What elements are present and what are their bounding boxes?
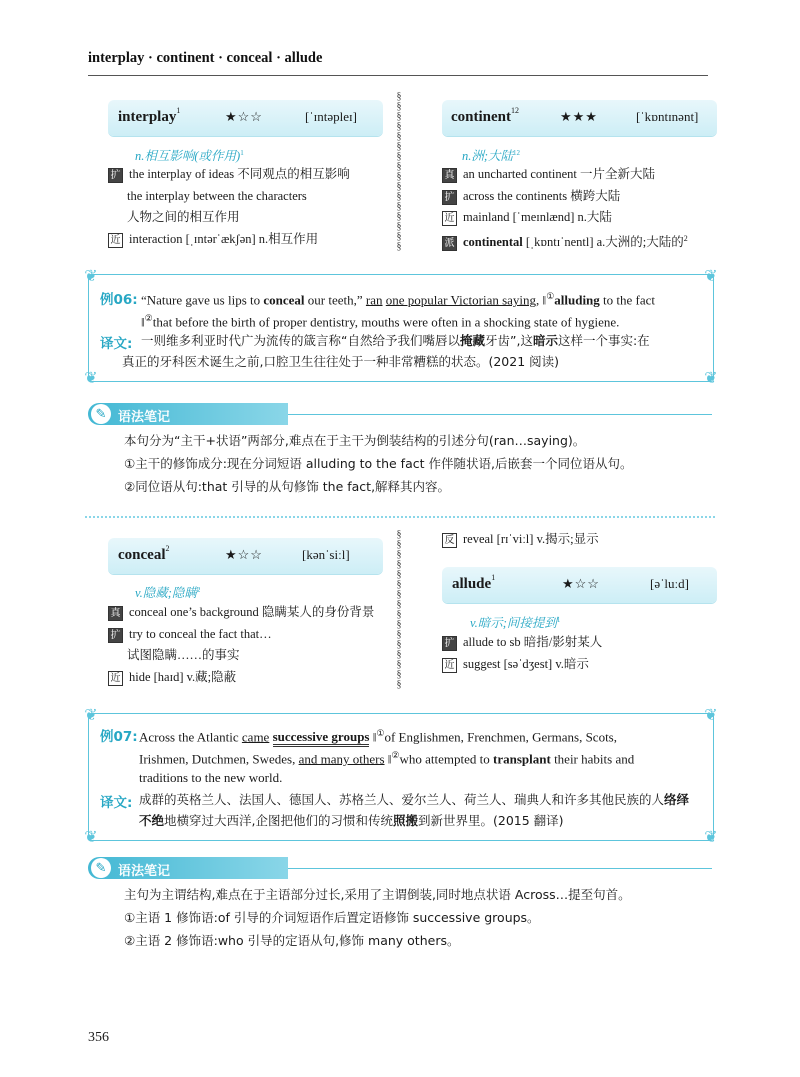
conceal-row-4: 近 hide [haɪd] v.藏;隐蔽 <box>108 669 236 686</box>
tag-icon: 近 <box>442 658 457 673</box>
grammar-note-07-line-2: ①主语 1 修饰语:of 引导的介词短语作后置定语修饰 successive groups。 <box>124 910 540 925</box>
example-06-label: 例06: <box>100 292 138 308</box>
example-06-en-line-1: “Nature gave us lips to conceal our teeth,” ran one popular Victorian saying, ‖①alluding to the fact <box>141 291 656 308</box>
tag-icon: 派 <box>442 236 457 251</box>
grammar-note-06-rule <box>288 414 712 415</box>
corner-ornament-icon: ❦ <box>84 370 98 387</box>
interplay-row-2: the interplay between the characters <box>127 189 307 203</box>
interplay-pos: n.相互影响(或作用)$^1$ <box>135 148 244 163</box>
interplay-row-1: 扩 the interplay of ideas 不同观点的相互影响 <box>108 166 350 183</box>
tag-icon: 真 <box>108 606 123 621</box>
interplay-headword: interplay$^1$ <box>118 106 181 125</box>
grammar-note-07-line-1: 主句为主谓结构,难点在于主语部分过长,采用了主谓倒装,同时地点状语 Across…提至句首。 <box>124 887 631 902</box>
continent-phonetic: [ˈkɒntɪnənt] <box>636 109 699 124</box>
tag-icon: 近 <box>108 233 123 248</box>
vertical-divider: § § § § § § § § § § § § § § § § <box>396 529 402 690</box>
example-07-translation-label: 译文: <box>100 795 133 811</box>
grammar-note-07-title: 语法笔记 <box>118 864 171 879</box>
corner-ornament-icon: ❦ <box>704 268 718 285</box>
conceal-row-1: 真 conceal one’s background 隐瞒某人的身份背景 <box>108 604 374 621</box>
example-07-zh-line-1: 成群的英格兰人、法国人、德国人、苏格兰人、爱尔兰人、荷兰人、瑞典人和许多其他民族的人络绎 <box>139 792 690 807</box>
allude-pos: v.暗示;间接提到$^1$ <box>470 615 561 630</box>
allude-phonetic: [əˈluːd] <box>650 576 689 591</box>
conceal-row-2: 扩 try to conceal the fact that… <box>108 626 272 643</box>
corner-ornament-icon: ❦ <box>84 707 98 724</box>
header-rule <box>88 75 708 76</box>
interplay-row-3: 人物之间的相互作用 <box>127 210 240 224</box>
example-06-translation-label: 译文: <box>100 336 133 352</box>
tag-icon: 扩 <box>108 168 123 183</box>
grammar-note-06-line-2: ①主干的修饰成分:现在分词短语 alluding to the fact 作伴随状语,后嵌套一个同位语从句。 <box>124 456 633 471</box>
continent-row-4: 派 continental [ˌkɒntɪˈnentl] a.大洲的;大陆的$^2$ <box>442 231 688 251</box>
conceal-antonym-row: 反 reveal [rɪˈviːl] v.揭示;显示 <box>442 531 599 548</box>
continent-pos: n.洲;大陆$^{12}$ <box>462 148 521 163</box>
continent-row-2: 扩 across the continents 横跨大陆 <box>442 188 620 205</box>
continent-headword: continent$^{12}$ <box>451 106 519 125</box>
example-06-en-line-2: ‖②that before the birth of proper dentistry, mouths were often in a shocking state of hygiene. <box>141 313 620 330</box>
example-06-zh-line-1: 一则维多利亚时代广为流传的箴言称“自然给予我们嘴唇以掩藏牙齿”,这暗示这样一个事实:在 <box>141 333 650 348</box>
continent-row-1: 真 an uncharted continent 一片全新大陆 <box>442 166 655 183</box>
feather-pen-icon: ✎ <box>91 858 111 878</box>
tag-icon: 扩 <box>442 636 457 651</box>
conceal-phonetic: [kənˈsiːl] <box>302 547 350 562</box>
conceal-pos: v.隐藏;隐瞒$^2$ <box>135 585 201 600</box>
continent-row-3: 近 mainland [ˈmeɪnlænd] n.大陆 <box>442 209 612 226</box>
corner-ornament-icon: ❦ <box>704 829 718 846</box>
corner-ornament-icon: ❦ <box>84 829 98 846</box>
conceal-headword: conceal$^2$ <box>118 544 170 563</box>
conceal-row-3: 试图隐瞒……的事实 <box>127 648 240 662</box>
tag-icon: 扩 <box>442 190 457 205</box>
example-07-en-line-3: traditions to the new world. <box>139 770 283 785</box>
corner-ornament-icon: ❦ <box>704 707 718 724</box>
grammar-note-06-line-3: ②同位语从句:that 引导的从句修饰 the fact,解释其内容。 <box>124 479 451 494</box>
section-separator <box>85 516 715 518</box>
allude-row-1: 扩 allude to sb 暗指/影射某人 <box>442 634 602 651</box>
example-07-zh-line-2: 不绝地横穿过大西洋,企图把他们的习惯和传统照搬到新世界里。(2015 翻译) <box>139 813 564 828</box>
example-07-en-line-1: Across the Atlantic came successive groups ‖①of Englishmen, Frenchmen, Germans, Scots, <box>139 725 617 745</box>
example-07-label: 例07: <box>100 729 138 745</box>
example-06-zh-line-2: 真正的牙科医术诞生之前,口腔卫生往往处于一种非常糟糕的状态。(2021 阅读) <box>122 354 560 369</box>
tag-icon: 近 <box>108 671 123 686</box>
tag-icon: 近 <box>442 211 457 226</box>
continent-stars: ★★★ <box>560 109 598 124</box>
interplay-phonetic: [ˈɪntəpleɪ] <box>305 109 357 124</box>
example-07-en-line-2: Irishmen, Dutchmen, Swedes, and many others ‖②who attempted to transplant their habits and <box>139 750 635 767</box>
grammar-note-07-line-3: ②主语 2 修饰语:who 引导的定语从句,修饰 many others。 <box>124 933 460 948</box>
grammar-note-06-line-1: 本句分为“主干+状语”两部分,难点在于主干为倒装结构的引述分句(ran…saying)。 <box>124 433 586 448</box>
interplay-stars: ★☆☆ <box>225 109 263 124</box>
grammar-note-06-title: 语法笔记 <box>118 410 171 425</box>
tag-icon: 反 <box>442 533 457 548</box>
page-number: 356 <box>88 1030 109 1045</box>
corner-ornament-icon: ❦ <box>704 370 718 387</box>
running-header: interplay · continent · conceal · allude <box>88 50 323 66</box>
conceal-stars: ★☆☆ <box>225 547 263 562</box>
tag-icon: 真 <box>442 168 457 183</box>
grammar-note-07-rule <box>288 868 712 869</box>
allude-headword: allude$^1$ <box>452 573 496 592</box>
vertical-divider: § § § § § § § § § § § § § § § § <box>396 91 402 252</box>
allude-row-2: 近 suggest [səˈdʒest] v.暗示 <box>442 656 589 673</box>
interplay-row-4: 近 interaction [ˌɪntərˈækʃən] n.相互作用 <box>108 231 318 248</box>
feather-pen-icon: ✎ <box>91 404 111 424</box>
corner-ornament-icon: ❦ <box>84 268 98 285</box>
tag-icon: 扩 <box>108 628 123 643</box>
allude-stars: ★☆☆ <box>562 576 600 591</box>
